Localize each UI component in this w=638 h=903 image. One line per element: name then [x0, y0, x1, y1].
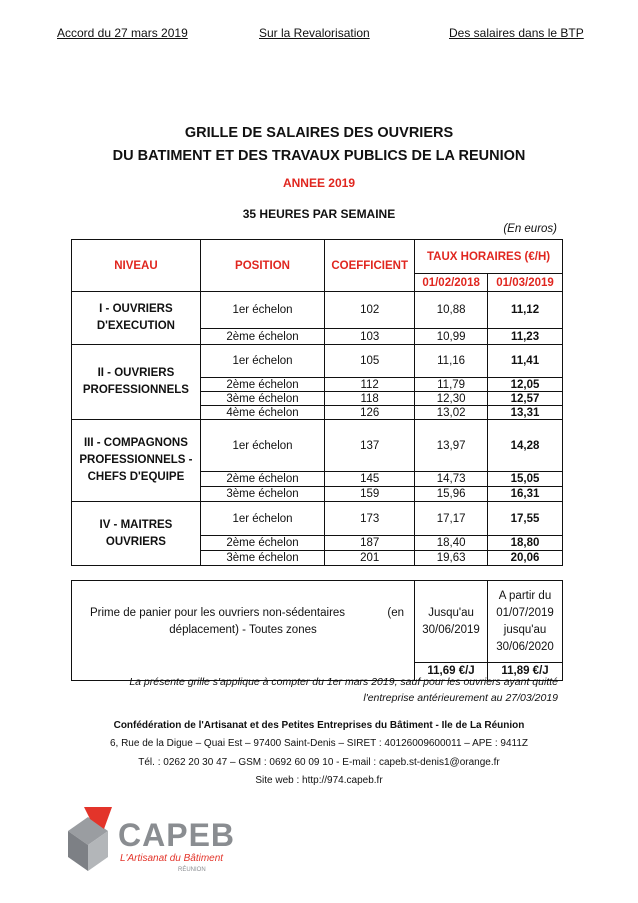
prime-label-line1: Prime de panier pour les ouvriers non-sédentaires	[90, 606, 346, 619]
table-row	[72, 420, 563, 472]
header-left: Accord du 27 mars 2019	[57, 26, 188, 40]
coefficient-cell: 126	[325, 406, 415, 420]
position-cell: 2ème échelon	[200, 329, 324, 345]
position-cell: 1er échelon	[200, 502, 324, 536]
rate-2018-cell: 17,17	[415, 502, 488, 536]
rate-2019-cell: 11,12	[488, 292, 563, 329]
prime-label	[72, 581, 415, 663]
prime-value-1: 11,69 €/J	[415, 663, 488, 681]
position-cell: 2ème échelon	[200, 536, 324, 551]
rate-2019-cell: 16,31	[488, 487, 563, 502]
note-line2: l'entreprise antérieurement au 27/03/2019	[363, 692, 558, 704]
position-cell: 2ème échelon	[200, 472, 324, 487]
coefficient-cell: 187	[325, 536, 415, 551]
rate-2019-cell: 18,80	[488, 536, 563, 551]
rate-2019-cell: 17,55	[488, 502, 563, 536]
prime-label-en: (en	[387, 606, 405, 619]
footer-web: Site web : http://974.capeb.fr	[255, 775, 383, 786]
rate-2019-cell: 12,57	[488, 392, 563, 406]
position-cell: 3ème échelon	[200, 551, 324, 566]
prime-period-1	[415, 581, 488, 663]
prime-table	[71, 580, 563, 681]
year-label: ANNEE 2019	[282, 176, 356, 190]
rate-2018-cell: 15,96	[415, 487, 488, 502]
logo-tagline: L'Artisanat du Bâtiment	[120, 853, 224, 864]
prime-value-2: 11,89 €/J	[488, 663, 563, 681]
logo-name: CAPEB	[118, 817, 236, 853]
level-name: I - OUVRIERS	[99, 303, 173, 315]
level-name: PROFESSIONNELS -	[79, 454, 193, 466]
coefficient-cell: 103	[325, 329, 415, 345]
coefficient-cell: 173	[325, 502, 415, 536]
capeb-logo	[60, 797, 250, 882]
coefficient-cell: 159	[325, 487, 415, 502]
footer-org: Confédération de l'Artisanat et des Petites Entreprises du Bâtiment - Ile de La Réunion	[113, 720, 525, 731]
rate-2018-cell: 19,63	[415, 551, 488, 566]
period-text: jusqu'au	[503, 623, 547, 636]
rate-2018-cell: 11,16	[415, 345, 488, 378]
level-cell	[72, 345, 201, 420]
date-2019: 01/03/2019	[488, 274, 563, 292]
level-name: III - COMPAGNONS	[83, 437, 188, 449]
coefficient-cell: 105	[325, 345, 415, 378]
level-name: II - OUVRIERS	[97, 367, 175, 379]
level-cell	[72, 292, 201, 345]
col-coefficient: COEFFICIENT	[325, 240, 415, 292]
coefficient-cell: 118	[325, 392, 415, 406]
title-line1: GRILLE DE SALAIRES DES OUVRIERS	[184, 125, 454, 141]
coefficient-cell: 137	[325, 420, 415, 472]
salary-table	[71, 239, 563, 566]
footer-address: 6, Rue de la Digue – Quai Est – 97400 Saint-Denis – SIRET : 40126009600011 – APE : 9411Z	[109, 738, 529, 749]
position-cell: 1er échelon	[200, 345, 324, 378]
rate-2019-cell: 20,06	[488, 551, 563, 566]
rate-2018-cell: 18,40	[415, 536, 488, 551]
rate-2019-cell: 15,05	[488, 472, 563, 487]
level-cell	[72, 420, 201, 502]
rate-2018-cell: 11,79	[415, 378, 488, 392]
period-text: Jusqu'au	[428, 606, 474, 619]
rate-2018-cell: 14,73	[415, 472, 488, 487]
coefficient-cell: 102	[325, 292, 415, 329]
level-name: OUVRIERS	[105, 535, 166, 548]
rate-2018-cell: 12,30	[415, 392, 488, 406]
level-name: D'EXECUTION	[96, 320, 175, 332]
unit-label: (En euros)	[503, 223, 557, 235]
footer-contact: Tél. : 0262 20 30 47 – GSM : 0692 60 09 10 - E-mail : capeb.st-denis1@orange.fr	[138, 757, 500, 768]
col-niveau: NIVEAU	[72, 240, 201, 292]
table-row	[72, 502, 563, 536]
rate-2018-cell: 13,97	[415, 420, 488, 472]
hours-label: 35 HEURES PAR SEMAINE	[242, 207, 396, 221]
prime-label-line2: déplacement) - Toutes zones	[169, 623, 317, 636]
rate-2019-cell: 14,28	[488, 420, 563, 472]
coefficient-cell: 145	[325, 472, 415, 487]
level-cell	[72, 502, 201, 566]
note-line1: La présente grille s'applique à compter du 1er mars 2019, sauf pour les ouvriers ayant quitté	[129, 676, 558, 688]
rate-2019-cell: 11,41	[488, 345, 563, 378]
period-text: 01/07/2019	[496, 606, 554, 619]
title-line2: DU BATIMENT ET DES TRAVAUX PUBLICS DE LA REUNION	[112, 148, 526, 164]
position-cell: 3ème échelon	[200, 392, 324, 406]
table-row	[72, 345, 563, 378]
position-cell: 3ème échelon	[200, 487, 324, 502]
rate-2019-cell: 13,31	[488, 406, 563, 420]
coefficient-cell: 112	[325, 378, 415, 392]
rate-2018-cell: 10,99	[415, 329, 488, 345]
period-text: A partir du	[498, 589, 552, 602]
rate-2018-cell: 10,88	[415, 292, 488, 329]
period-text: 30/06/2020	[496, 640, 554, 653]
header-center: Sur la Revalorisation	[259, 26, 370, 40]
level-name: CHEFS D'EQUIPE	[87, 471, 185, 483]
rate-2019-cell: 11,23	[488, 329, 563, 345]
position-cell: 4ème échelon	[200, 406, 324, 420]
date-2018: 01/02/2018	[415, 274, 488, 292]
col-taux: TAUX HORAIRES (€/H)	[415, 240, 563, 274]
level-name: IV - MAITRES	[99, 518, 173, 531]
col-position: POSITION	[200, 240, 324, 292]
level-name: PROFESSIONNELS	[82, 384, 189, 396]
logo-region: RÉUNION	[178, 867, 206, 873]
period-text: 30/06/2019	[422, 623, 480, 636]
table-row	[72, 292, 563, 329]
prime-period-2	[488, 581, 563, 663]
application-note	[100, 674, 558, 706]
position-cell: 1er échelon	[200, 292, 324, 329]
position-cell: 1er échelon	[200, 420, 324, 472]
header-right: Des salaires dans le BTP	[449, 26, 584, 40]
position-cell: 2ème échelon	[200, 378, 324, 392]
rate-2018-cell: 13,02	[415, 406, 488, 420]
coefficient-cell: 201	[325, 551, 415, 566]
rate-2019-cell: 12,05	[488, 378, 563, 392]
